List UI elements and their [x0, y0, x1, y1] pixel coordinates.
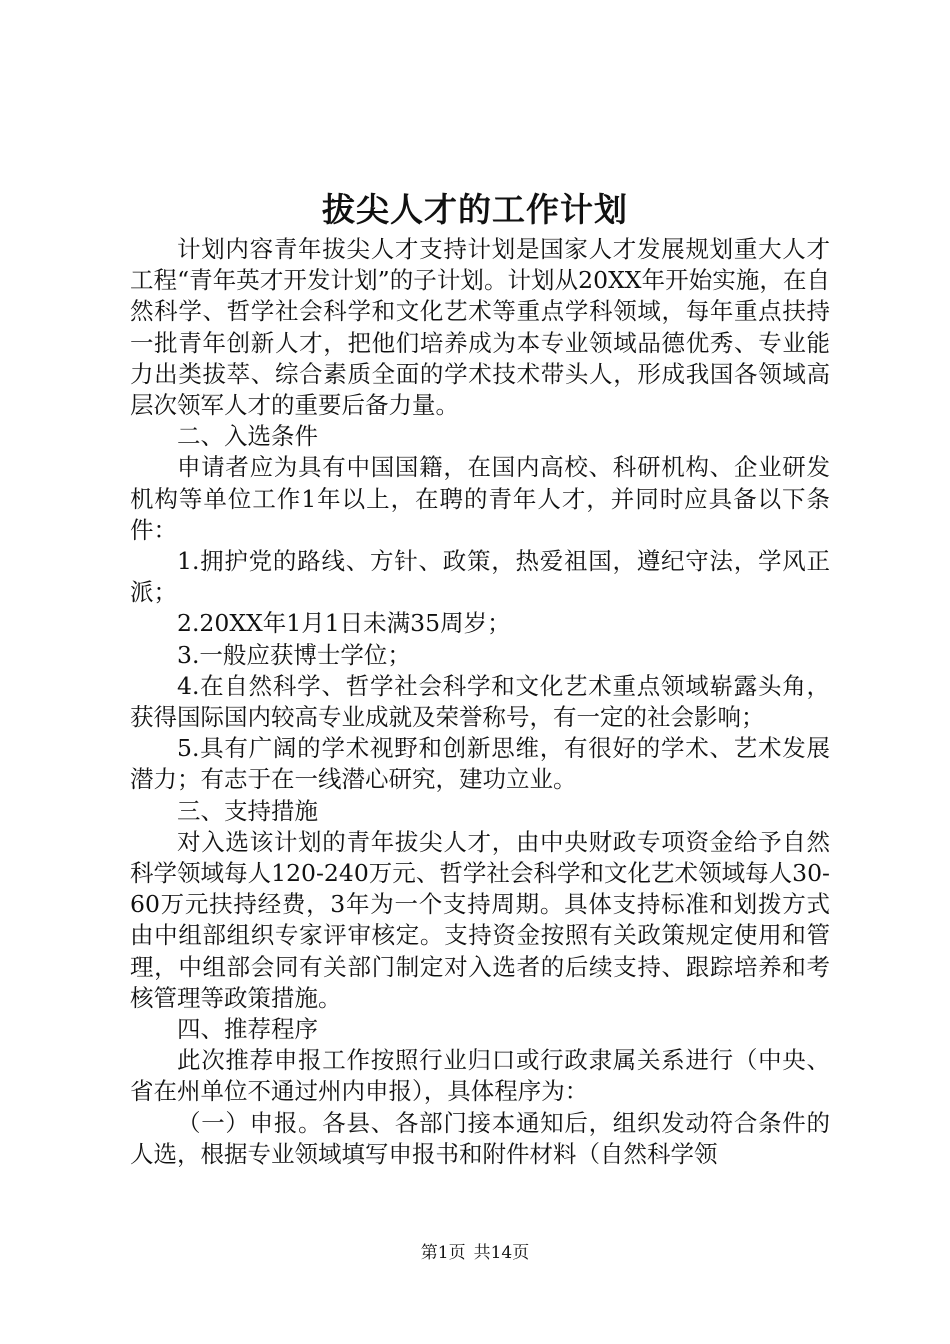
criteria-item-4: 4.在自然科学、哲学社会科学和文化艺术重点领域崭露头角，获得国际国内较高专业成就及荣誉称号，有一定的社会影响；: [130, 671, 830, 732]
procedure-paragraph: 此次推荐申报工作按照行业归口或行政隶属关系进行（中央、省在州单位不通过州内申报），具体程序为：: [130, 1046, 830, 1106]
criteria-item-2: 2.20XX年1月1日未满35周岁；: [177, 609, 511, 638]
document-body: [130, 234, 830, 1170]
section-heading-recommendation-procedure: 四、推荐程序: [177, 1015, 318, 1044]
procedure-step-1: （一）申报。各县、各部门接本通知后，组织发动符合条件的人选，根据专业领域填写申报书和附件材料（自然科学领: [130, 1108, 830, 1168]
page-total: 共14页: [473, 1243, 530, 1263]
criteria-item-1: 1.拥护党的路线、方针、政策，热爱祖国，遵纪守法，学风正派；: [130, 547, 830, 607]
section-heading-selection-criteria: 二、入选条件: [177, 422, 318, 451]
criteria-item-3: 3.一般应获博士学位；: [177, 640, 411, 669]
support-paragraph: 对入选该计划的青年拔尖人才，由中央财政专项资金给予自然科学领域每人120-240万元、哲学社会科学和文化艺术领域每人30-60万元扶持经费，3年为一个支持周期。具体支持标准和划拨方式由中组部组织专家评审核定。支持资金按照有关政策规定使用和管理，中组部会同有关部门制定对入选者的后续支持、跟踪培养和考核管理等政策措施。: [130, 827, 830, 1012]
criteria-paragraph: 申请者应为具有中国国籍，在国内高校、科研机构、企业研发机构等单位工作1年以上，在聘的青年人才，并同时应具备以下条件：: [130, 453, 830, 544]
page-number: 第1页: [420, 1243, 466, 1263]
document-title: 拔尖人才的工作计划: [322, 190, 628, 229]
page-footer: [0, 1242, 950, 1264]
criteria-item-5: 5.具有广阔的学术视野和创新思维，有很好的学术、艺术发展潜力；有志于在一线潜心研究，建功立业。: [130, 734, 830, 794]
intro-paragraph: 计划内容青年拔尖人才支持计划是国家人才发展规划重大人才工程“青年英才开发计划”的子计划。计划从20XX年开始实施，在自然科学、哲学社会科学和文化艺术等重点学科领域，每年重点扶持一批青年创新人才，把他们培养成为本专业领域品德优秀、专业能力出类拔萃、综合素质全面的学术技术带头人，形成我国各领域高层次领军人才的重要后备力量。: [130, 235, 830, 420]
section-heading-support-measures: 三、支持措施: [177, 796, 318, 825]
